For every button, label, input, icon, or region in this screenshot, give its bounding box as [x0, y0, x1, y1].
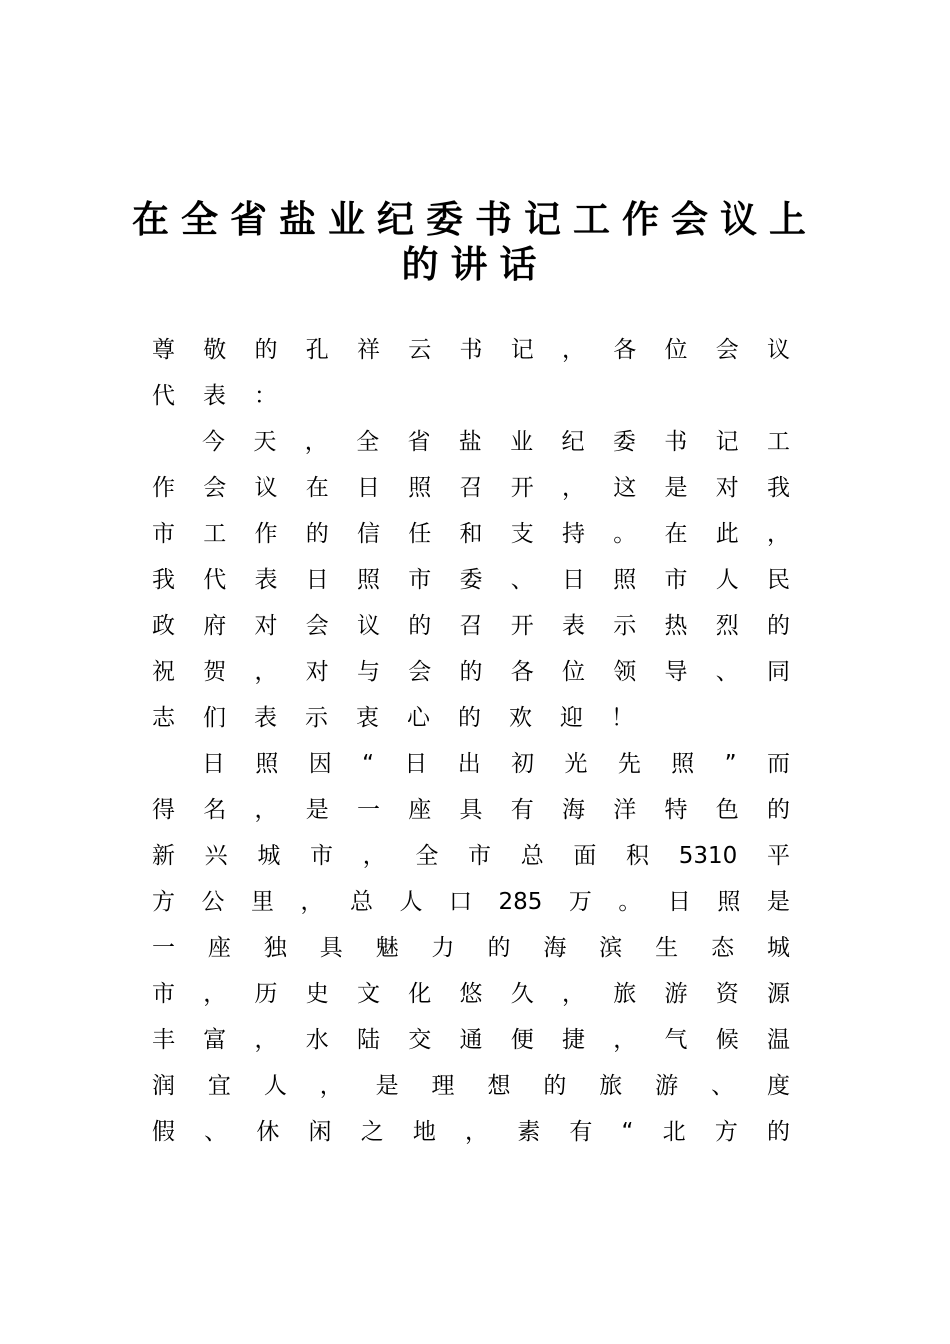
char: 和 [459, 521, 483, 547]
char: 持 [562, 521, 585, 547]
char: 领 [613, 659, 637, 685]
char: 省 [407, 429, 431, 455]
char: 城 [257, 843, 281, 869]
char: 我 [152, 567, 175, 593]
text-line [152, 610, 790, 642]
char: 此 [715, 521, 739, 547]
char: 照 [671, 751, 695, 777]
char: 、 [510, 567, 534, 593]
char: 作 [254, 521, 278, 547]
char: 政 [152, 613, 175, 639]
char: 史 [305, 981, 329, 1007]
char: 纪 [561, 429, 585, 455]
char: 兴 [204, 843, 228, 869]
text-line [152, 472, 790, 504]
char: 同 [767, 659, 790, 685]
char: 与 [357, 659, 380, 685]
char: 对 [305, 659, 329, 685]
char: 捷 [562, 1027, 585, 1053]
char: 们 [203, 705, 226, 731]
char: 得 [152, 797, 175, 823]
char: 之 [360, 1119, 384, 1145]
char: 总 [350, 889, 373, 915]
char: 游 [664, 981, 688, 1007]
char: 在 [305, 475, 329, 501]
char: 各 [613, 337, 637, 363]
char: 富 [203, 1027, 227, 1053]
char: 示 [613, 613, 637, 639]
char: 化 [408, 981, 432, 1007]
char: 悠 [459, 981, 483, 1007]
text-line [152, 518, 790, 550]
char: 源 [767, 981, 790, 1007]
char: 口 [449, 889, 472, 915]
char: 代 [152, 383, 175, 409]
char: 全 [356, 429, 380, 455]
char: 的 [305, 521, 329, 547]
document-title-line-2: 的讲话 [401, 242, 549, 286]
char: 理 [431, 1073, 455, 1099]
char: 会 [408, 659, 432, 685]
char: 座 [408, 797, 432, 823]
char: 支 [510, 521, 534, 547]
char: 洋 [613, 797, 637, 823]
char: 而 [766, 751, 790, 777]
text-line [152, 1116, 790, 1148]
char: 生 [655, 935, 679, 961]
char: 、 [711, 1073, 735, 1099]
char: 方 [152, 889, 175, 915]
char: 在 [664, 521, 688, 547]
char: 日 [202, 751, 225, 777]
char: 祝 [152, 659, 175, 685]
char: 想 [487, 1073, 511, 1099]
char: 市 [310, 843, 334, 869]
char: 市 [468, 843, 492, 869]
char: 照 [408, 475, 432, 501]
char: 欢 [509, 705, 532, 731]
char: 府 [203, 613, 227, 639]
char: 业 [510, 429, 534, 455]
char: 天 [253, 429, 277, 455]
char: 委 [612, 429, 636, 455]
char: 全 [415, 843, 439, 869]
char: 开 [510, 475, 534, 501]
text-line [152, 564, 790, 596]
char: 因 [308, 751, 332, 777]
char: 是 [305, 797, 329, 823]
char: 书 [459, 337, 483, 363]
char: 照 [717, 889, 741, 915]
char: 心 [407, 705, 430, 731]
text-line [152, 334, 790, 366]
char: 导 [664, 659, 688, 685]
char: 休 [256, 1119, 280, 1145]
char: 旅 [599, 1073, 623, 1099]
char: 召 [459, 613, 483, 639]
char: ， [767, 521, 790, 547]
char: 衷 [356, 705, 379, 731]
char: 贺 [203, 659, 227, 685]
char: 座 [207, 935, 231, 961]
char: ， [319, 1073, 343, 1099]
char: 开 [510, 613, 534, 639]
char: 态 [711, 935, 735, 961]
char: 、 [204, 1119, 228, 1145]
char: 面 [573, 843, 597, 869]
text-line [152, 794, 790, 826]
char: 海 [562, 797, 585, 823]
char: 照 [357, 567, 380, 593]
char: 是 [664, 475, 688, 501]
char: 对 [715, 475, 739, 501]
char: 丰 [152, 1027, 175, 1053]
char: 是 [766, 889, 790, 915]
char: 的 [458, 705, 481, 731]
char: 位 [562, 659, 585, 685]
char: 久 [510, 981, 534, 1007]
char: 尊 [152, 337, 175, 363]
char: 位 [664, 337, 688, 363]
char: 日 [562, 567, 585, 593]
text-line [152, 1070, 790, 1102]
char: 会 [715, 337, 739, 363]
char: 民 [767, 567, 790, 593]
text-line [152, 702, 790, 734]
char: 温 [767, 1027, 790, 1053]
char: 方 [714, 1119, 738, 1145]
char: 具 [459, 797, 483, 823]
char: 闲 [308, 1119, 332, 1145]
char: 日 [357, 475, 380, 501]
char: 的 [408, 613, 432, 639]
char: 烈 [715, 613, 739, 639]
char: 一 [357, 797, 380, 823]
char: 出 [457, 751, 481, 777]
char: 的 [459, 659, 483, 685]
char: 工 [203, 521, 227, 547]
char: 公 [201, 889, 225, 915]
char: 有 [510, 797, 534, 823]
char: 资 [715, 981, 739, 1007]
char: 滨 [599, 935, 623, 961]
char: 代 [203, 567, 227, 593]
char: 人 [715, 567, 739, 593]
char: 作 [152, 475, 175, 501]
char: 的 [766, 1119, 790, 1145]
char: ” [724, 751, 737, 777]
number-token: 285 [498, 889, 543, 915]
char: 。 [618, 889, 642, 915]
text-line [152, 1024, 790, 1056]
char: 议 [357, 613, 380, 639]
char: ， [465, 1119, 489, 1145]
text-line [152, 656, 790, 688]
char: 日 [667, 889, 691, 915]
char: 工 [766, 429, 790, 455]
document-title-line-1: 在全省盐业纪委书记工作会议上 [132, 197, 818, 241]
char: 市 [152, 981, 175, 1007]
char: 热 [664, 613, 688, 639]
char: 陆 [357, 1027, 380, 1053]
char: 的 [487, 935, 511, 961]
char: 信 [357, 521, 380, 547]
char: 迎 [560, 705, 583, 731]
char: 市 [408, 567, 432, 593]
char: 是 [375, 1073, 399, 1099]
char: 表 [562, 613, 585, 639]
char: 盐 [458, 429, 482, 455]
char: 对 [254, 613, 278, 639]
text-line [152, 886, 790, 918]
char: 北 [662, 1119, 686, 1145]
char: 力 [431, 935, 455, 961]
char: 积 [626, 843, 650, 869]
char: 任 [408, 521, 432, 547]
char: 里 [251, 889, 274, 915]
char: 水 [305, 1027, 329, 1053]
char: 光 [564, 751, 588, 777]
char: ， [203, 981, 227, 1007]
char: 今 [202, 429, 225, 455]
char: 候 [715, 1027, 739, 1053]
text-line [152, 380, 790, 412]
char: 海 [543, 935, 567, 961]
char: 特 [664, 797, 688, 823]
char: 会 [203, 475, 227, 501]
char: 假 [152, 1119, 175, 1145]
char: 交 [408, 1027, 432, 1053]
text-line [152, 978, 790, 1010]
char: 宜 [207, 1073, 231, 1099]
char: 敬 [203, 337, 227, 363]
char: 市 [664, 567, 688, 593]
char: 记 [715, 429, 739, 455]
char: 委 [459, 567, 483, 593]
char: 示 [305, 705, 328, 731]
char: 独 [263, 935, 287, 961]
char: ， [254, 797, 278, 823]
char: ， [362, 843, 386, 869]
char: ， [300, 889, 324, 915]
text-line [202, 748, 790, 780]
char: 万 [568, 889, 592, 915]
char: 的 [543, 1073, 567, 1099]
char: 照 [255, 751, 279, 777]
char: 会 [305, 613, 329, 639]
char: 素 [517, 1119, 541, 1145]
char: ， [254, 1027, 278, 1053]
char: 城 [766, 935, 790, 961]
char: 游 [655, 1073, 679, 1099]
char: ， [562, 337, 585, 363]
char: 表 [254, 705, 277, 731]
char: 总 [520, 843, 544, 869]
char: 、 [715, 659, 739, 685]
char: 新 [152, 843, 175, 869]
char: 先 [617, 751, 641, 777]
char: 市 [152, 521, 175, 547]
char: 润 [152, 1073, 175, 1099]
char: ， [613, 1027, 637, 1053]
char: 色 [715, 797, 739, 823]
char: 地 [412, 1119, 436, 1145]
char: 初 [511, 751, 535, 777]
char: 具 [319, 935, 343, 961]
char: 平 [766, 843, 790, 869]
char: 人 [263, 1073, 287, 1099]
char: 孔 [305, 337, 329, 363]
char: 书 [664, 429, 688, 455]
char: 祥 [357, 337, 380, 363]
char: 召 [459, 475, 483, 501]
char: 记 [510, 337, 534, 363]
char: 云 [408, 337, 432, 363]
char: 一 [152, 935, 175, 961]
char: 照 [613, 567, 637, 593]
char: 的 [767, 613, 790, 639]
char: 的 [254, 337, 278, 363]
char: ， [304, 429, 328, 455]
char: 各 [510, 659, 534, 685]
char: ， [562, 981, 585, 1007]
char: 名 [203, 797, 227, 823]
text-line [152, 932, 790, 964]
char: 历 [254, 981, 278, 1007]
char: 度 [766, 1073, 790, 1099]
text-line [152, 840, 790, 872]
text-line [202, 426, 790, 458]
char: ： [254, 383, 277, 409]
char: 气 [664, 1027, 688, 1053]
char: 文 [357, 981, 380, 1007]
char: 的 [767, 797, 790, 823]
number-token: 5310 [678, 843, 738, 869]
char: 表 [203, 383, 226, 409]
char: 魅 [375, 935, 399, 961]
char: 日 [404, 751, 428, 777]
char: 旅 [613, 981, 637, 1007]
char: “ [362, 751, 375, 777]
char: “ [621, 1119, 634, 1145]
char: 这 [613, 475, 637, 501]
char: 表 [254, 567, 278, 593]
char: 我 [767, 475, 790, 501]
char: 便 [510, 1027, 534, 1053]
char: 人 [399, 889, 423, 915]
char: 有 [569, 1119, 593, 1145]
char: ， [562, 475, 585, 501]
char: 日 [305, 567, 329, 593]
char: ！ [611, 705, 634, 731]
char: 通 [459, 1027, 483, 1053]
char: 议 [767, 337, 790, 363]
char: 志 [152, 705, 175, 731]
char: ， [254, 659, 278, 685]
char: 议 [254, 475, 278, 501]
char: 。 [613, 521, 637, 547]
